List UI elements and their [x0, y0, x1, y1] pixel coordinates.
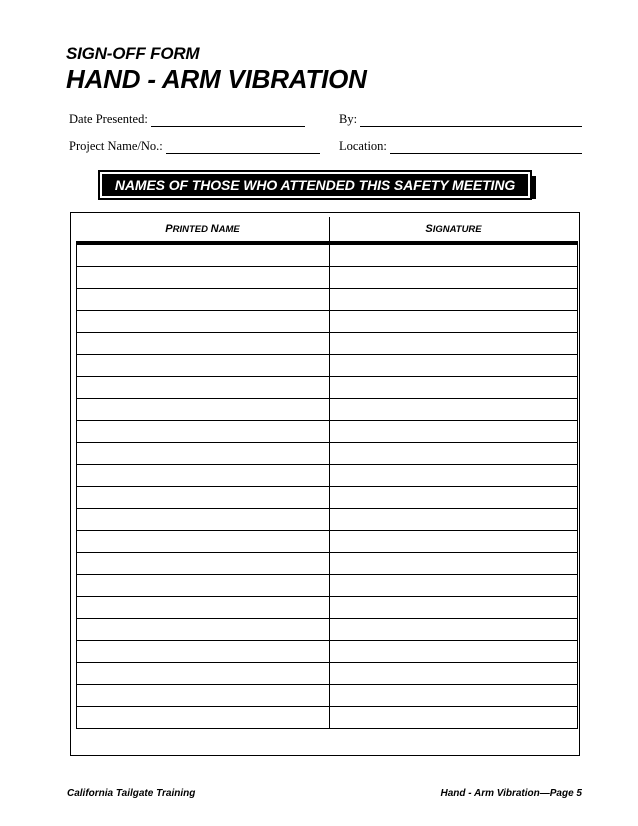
- printed-name-cell[interactable]: [77, 289, 330, 311]
- attendance-banner: [98, 170, 532, 200]
- table-row: [77, 311, 578, 333]
- printed-name-cell[interactable]: [77, 619, 330, 641]
- printed-name-cell[interactable]: [77, 377, 330, 399]
- printed-name-cell[interactable]: [77, 663, 330, 685]
- printed-name-cell[interactable]: [77, 243, 330, 267]
- printed-name-cell[interactable]: [77, 553, 330, 575]
- printed-name-cell[interactable]: [77, 311, 330, 333]
- date-presented-line[interactable]: [151, 113, 305, 127]
- column-header-printed-name: PRINTED NAME: [77, 217, 330, 243]
- printed-name-cell[interactable]: [77, 575, 330, 597]
- signature-cell[interactable]: [329, 619, 578, 641]
- printed-name-cell[interactable]: [77, 685, 330, 707]
- table-header-row: [77, 217, 578, 243]
- signature-cell[interactable]: [329, 487, 578, 509]
- date-presented-label: Date Presented:: [69, 112, 148, 126]
- printed-name-cell[interactable]: [77, 487, 330, 509]
- signature-cell[interactable]: [329, 311, 578, 333]
- banner-text: NAMES OF THOSE WHO ATTENDED THIS SAFETY MEETING: [102, 174, 528, 196]
- location-field: [339, 139, 582, 154]
- table-row: [77, 531, 578, 553]
- date-presented-field: [69, 112, 305, 127]
- attendance-table: [76, 217, 578, 729]
- by-line[interactable]: [360, 113, 582, 127]
- signature-cell[interactable]: [329, 421, 578, 443]
- table-row: [77, 553, 578, 575]
- printed-name-cell[interactable]: [77, 355, 330, 377]
- printed-name-cell[interactable]: [77, 465, 330, 487]
- table-row: [77, 597, 578, 619]
- signature-cell[interactable]: [329, 333, 578, 355]
- table-row: [77, 641, 578, 663]
- table-row: [77, 289, 578, 311]
- table-row: [77, 421, 578, 443]
- project-label: Project Name/No.:: [69, 139, 163, 153]
- signature-cell[interactable]: [329, 377, 578, 399]
- signature-cell[interactable]: [329, 597, 578, 619]
- signature-cell[interactable]: [329, 707, 578, 729]
- signature-cell[interactable]: [329, 685, 578, 707]
- printed-name-cell[interactable]: [77, 267, 330, 289]
- project-line[interactable]: [166, 140, 320, 154]
- signature-cell[interactable]: [329, 509, 578, 531]
- printed-name-cell[interactable]: [77, 509, 330, 531]
- by-label: By:: [339, 112, 358, 126]
- printed-name-cell[interactable]: [77, 707, 330, 729]
- signature-cell[interactable]: [329, 289, 578, 311]
- printed-name-cell[interactable]: [77, 333, 330, 355]
- table-row: [77, 685, 578, 707]
- signature-cell[interactable]: [329, 443, 578, 465]
- footer-left: California Tailgate Training: [67, 788, 196, 799]
- signature-cell[interactable]: [329, 531, 578, 553]
- table-row: [77, 509, 578, 531]
- table-row: [77, 243, 578, 267]
- printed-name-cell[interactable]: [77, 421, 330, 443]
- signature-cell[interactable]: [329, 575, 578, 597]
- signature-cell[interactable]: [329, 399, 578, 421]
- signature-cell[interactable]: [329, 553, 578, 575]
- signature-cell[interactable]: [329, 355, 578, 377]
- form-title: HAND - ARM VIBRATION: [66, 64, 367, 94]
- table-row: [77, 487, 578, 509]
- printed-name-cell[interactable]: [77, 399, 330, 421]
- column-header-signature: SIGNATURE: [329, 217, 578, 243]
- footer-right: Hand - Arm Vibration—Page 5: [440, 788, 582, 799]
- table-row: [77, 333, 578, 355]
- location-label: Location:: [339, 139, 387, 153]
- table-row: [77, 399, 578, 421]
- form-subtitle: SIGN-OFF FORM: [66, 44, 200, 63]
- table-row: [77, 619, 578, 641]
- table-row: [77, 663, 578, 685]
- signature-cell[interactable]: [329, 243, 578, 267]
- by-field: [339, 112, 582, 127]
- project-field: [69, 139, 320, 154]
- table-row: [77, 267, 578, 289]
- table-row: [77, 443, 578, 465]
- table-row: [77, 377, 578, 399]
- signature-cell[interactable]: [329, 465, 578, 487]
- table-row: [77, 575, 578, 597]
- signature-cell[interactable]: [329, 663, 578, 685]
- printed-name-cell[interactable]: [77, 641, 330, 663]
- location-line[interactable]: [390, 140, 582, 154]
- table-row: [77, 465, 578, 487]
- signature-cell[interactable]: [329, 267, 578, 289]
- printed-name-cell[interactable]: [77, 531, 330, 553]
- table-row: [77, 355, 578, 377]
- printed-name-cell[interactable]: [77, 443, 330, 465]
- printed-name-cell[interactable]: [77, 597, 330, 619]
- table-row: [77, 707, 578, 729]
- signature-cell[interactable]: [329, 641, 578, 663]
